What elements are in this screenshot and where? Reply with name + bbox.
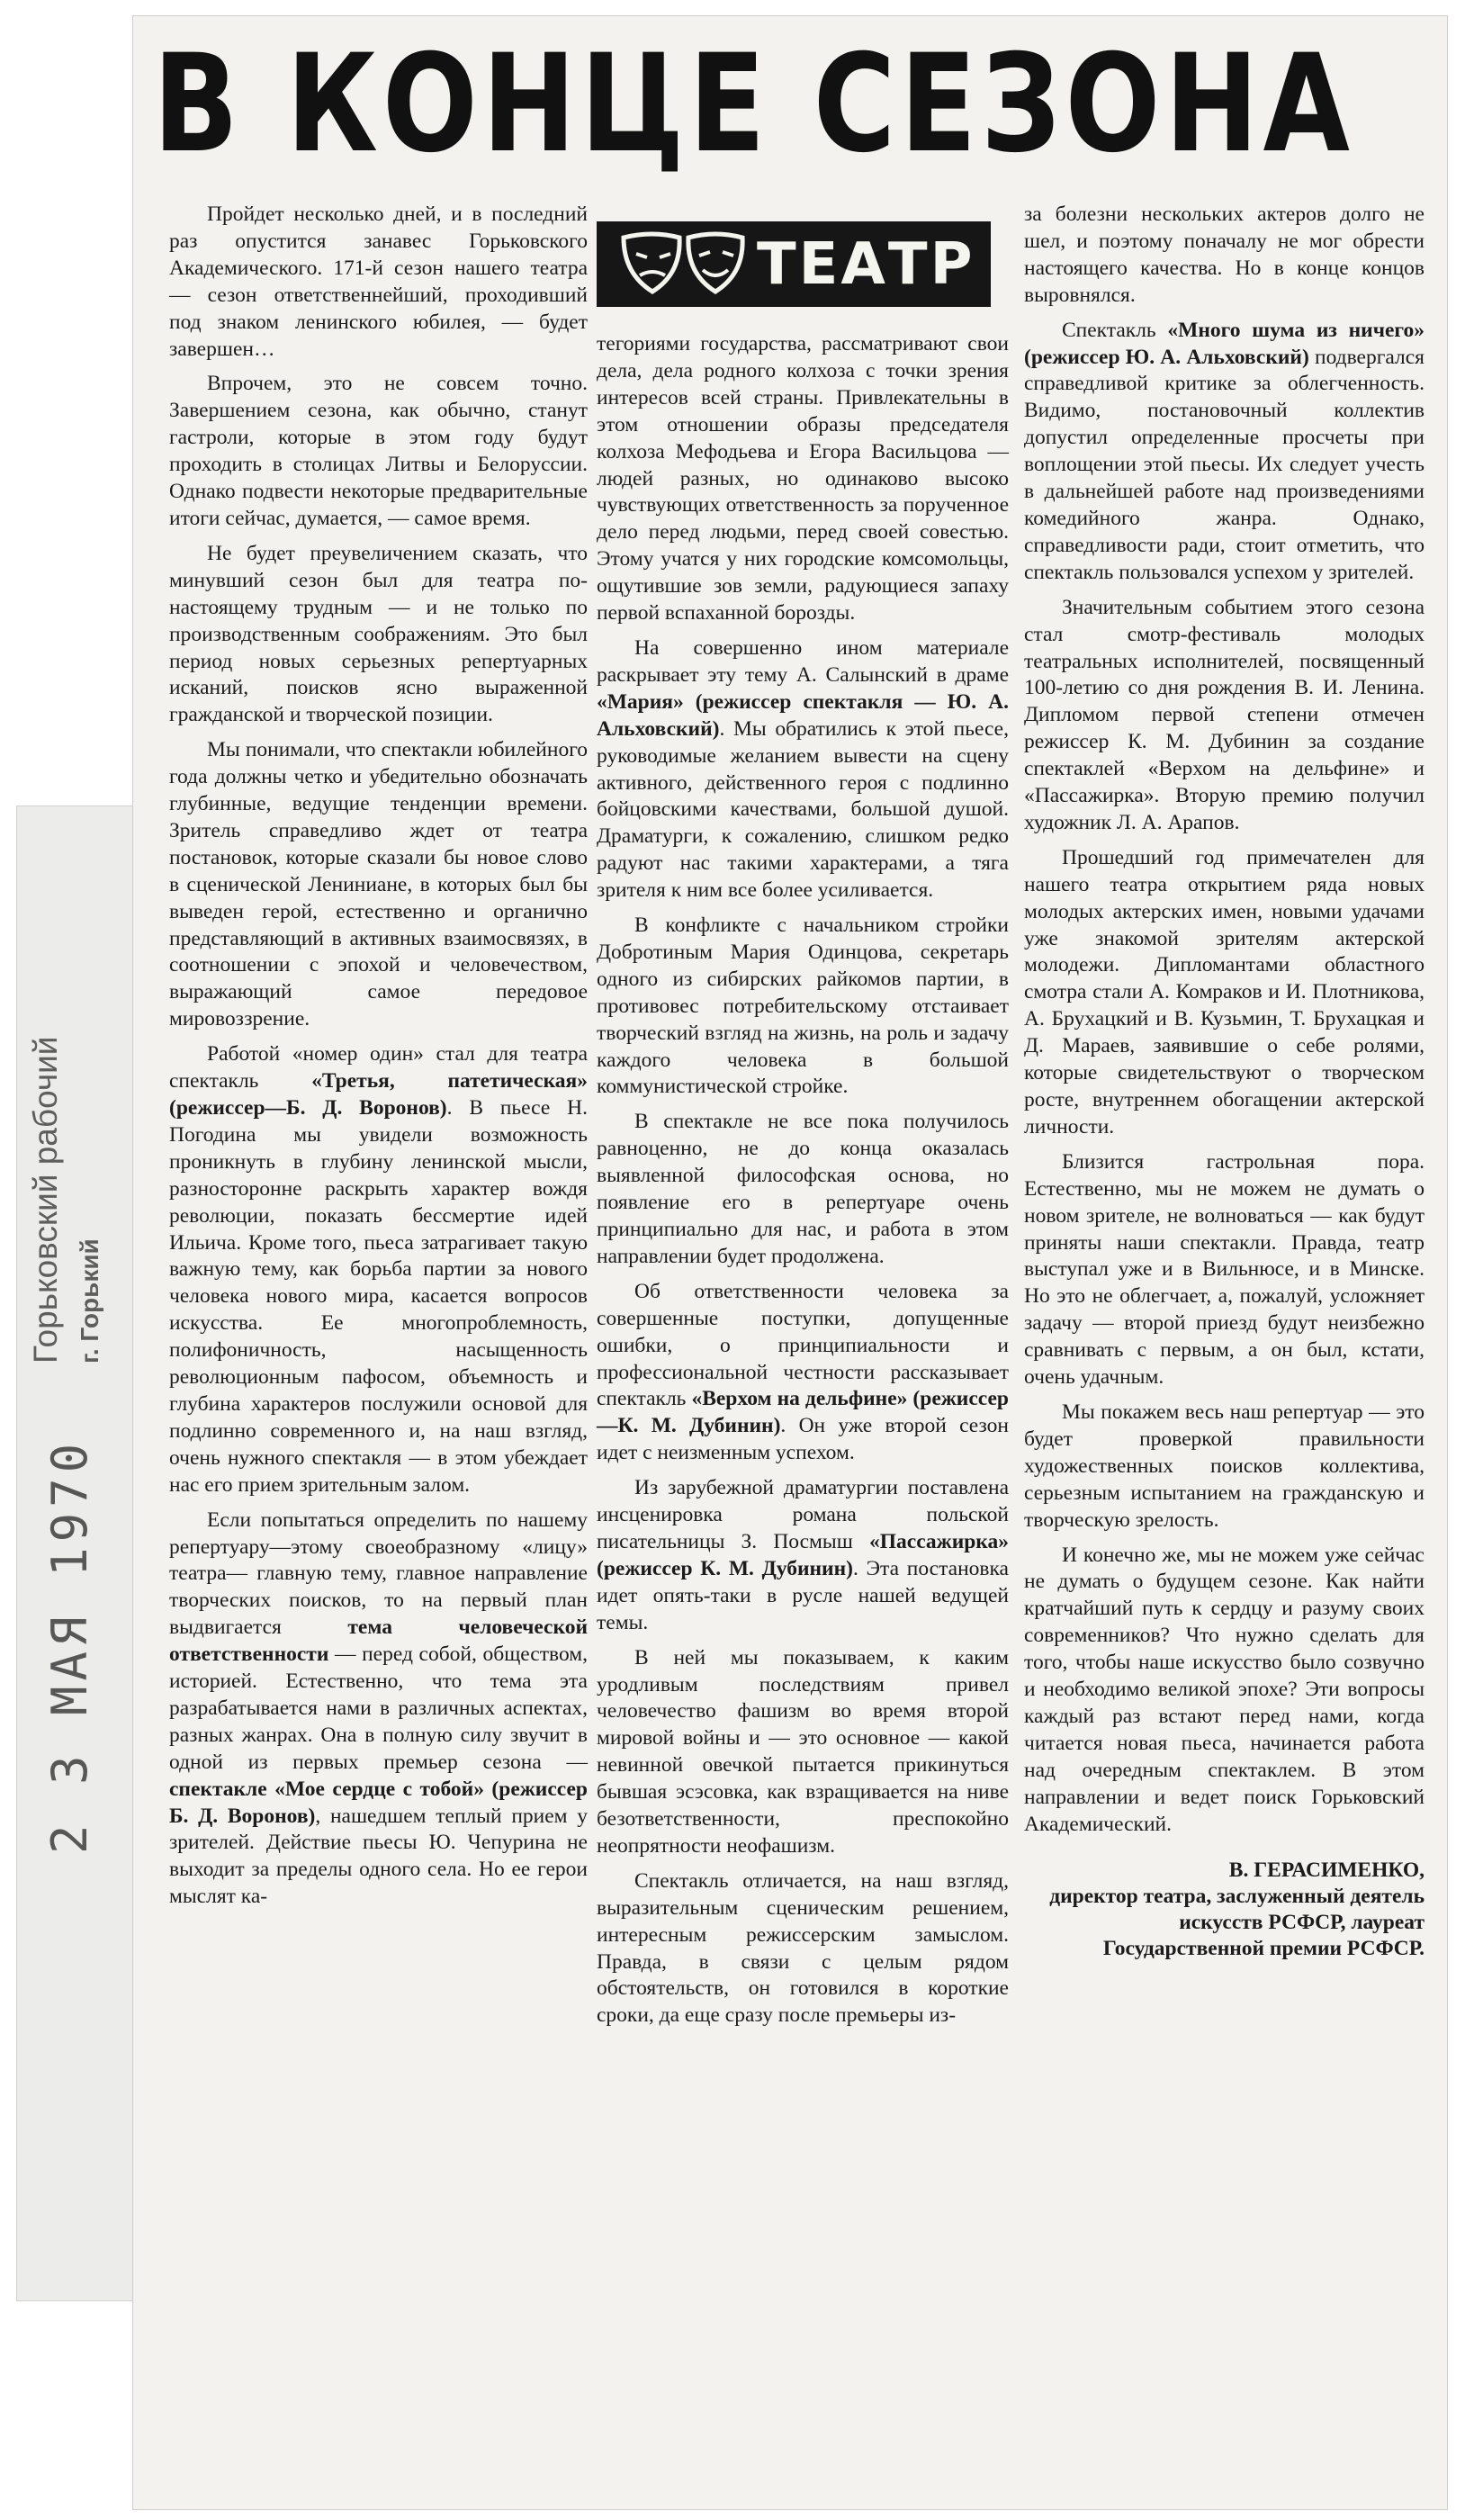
article-column-1 bbox=[169, 202, 588, 1919]
paragraph: Мы покажем весь наш репертуар — это будет проверкой правильности художественных поисков коллектива, серьезным испытанием на гражданскую и творческую зрелость. bbox=[1024, 1400, 1425, 1532]
paragraph: В конфликте с начальником стройки Добротиным Мария Одинцова, секретарь одного из сибирских райкомов партии, в противовес потребительскому отстаивает творческий взгляд на жизнь, на роль и задачу каждого человека в большой коммунистической стройке. bbox=[597, 914, 1009, 1099]
paragraph-text: На совершенно ином материале раскрывает эту тему А. Салынский в драме bbox=[597, 635, 1009, 687]
headline: В КОНЦЕ СЕЗОНА bbox=[153, 26, 1354, 183]
paragraph-text: . Он уже второй сезон идет с неизменным успехом. bbox=[597, 1414, 1009, 1465]
play-title: спектакле «Мое сердце с тобой» (режиссер Б. Д. Воронов) bbox=[169, 1777, 588, 1828]
paragraph-text: подвергался справедливой критике за облегченность. Видимо, постановочный коллектив допустил определенные просчеты при воплощении этой пьесы. Их следует учесть в дальнейшей работе над произведениями комедийного жанра. Однако, справедливости ради, стоит отметить, что спектакль пользовался успехом у зрителей. bbox=[1024, 345, 1425, 584]
paragraph bbox=[597, 635, 1009, 904]
paragraph: Прошедший год примечателен для нашего театра открытием ряда новых молодых актерских имен, новыми удачами уже знакомой зрителям актерской молодежи. Дипломантами областного смотра стали А. Комраков и И. Плотникова, А. Брухацкий и В. Кузьмин, Т. Брухацкая и Д. Мараев, заявившие о себе ролями, которые свидетельствуют о творческом росте, внутреннем обогащении актерской личности. bbox=[1024, 845, 1425, 1138]
paragraph: Близится гастрольная пора. Естественно, мы не можем не думать о новом зрителе, не волноваться — как будут приняты наши спектакли. Правда, театр выступал уже и в Вильнюсе, и в Минске. Но это не облегчает, а, пожалуй, усложняет задачу — второй приезд будут неизбежно сравнивать с первым, а он был, кстати, очень удачным. bbox=[1024, 1149, 1425, 1390]
date-stamp-text: 2 3 МАЯ 1970 bbox=[41, 1437, 98, 1854]
paragraph: тегориями государства, рассматривают свои дела, дела родного колхоза с точки зрения интересов всей страны. Привлекательны в этом отношении образы председателя колхоза Мефодьева и Егора Васильцова — людей разных, но одинаково высоко чувствующих ответственность за порученное дело перед людьми, перед своей совестью. Этому учатся у них городские комсомольцы, ощутившие зов земли, радующиеся запаху первой вспаханной борозды. bbox=[597, 332, 1009, 626]
paragraph-text: . Мы обратились к этой пьесе, руководимые желанием вывести на сцену активного, действенного героя с подлинно бойцовскими качествами, большой душой. Драматурги, к сожалению, слишком редко радуют нас такими характерами, а тяга зрителя к ним все более усиливается. bbox=[597, 716, 1009, 903]
paragraph-text: . Эта постановка идет опять-таки в русле нашей ведущей темы. bbox=[597, 1556, 1009, 1634]
theatre-masks-icon bbox=[616, 229, 751, 301]
paragraph-text: — перед собой, обществом, историей. Естественно, что тема эта разрабатывается нами в различных аспектах, разных жанрах. Она в полную силу звучит в одной из первых премьер сезона — bbox=[169, 1642, 588, 1774]
paragraph-text: Из зарубежной драматургии поставлена инсценировка романа польской писательницы З. Посмыш bbox=[597, 1476, 1009, 1553]
paragraph: В спектакле не все пока получилось равноценно, не до конца оказалась выявленной философская основа, но появление его в репертуаре очень принципиально для нас, и работа в этом направлении будет продолжена. bbox=[597, 1110, 1009, 1268]
paragraph bbox=[169, 1041, 588, 1498]
paragraph: Мы понимали, что спектакли юбилейного года должны четко и убедительно обозначать глубинные, ведущие тенденции времени. Зритель справедливо ждет от театра постановок, которые сказали бы новое слово в сценической Лениниане, в которых был бы выведен герой, естественно и органично представляющий в активных взаимосвязях, в соотношении с эпохой и человечеством, выражающий самое передовое мировоззрение. bbox=[169, 738, 588, 1031]
paragraph: Не будет преувеличением сказать, что минувший сезон был для театра по-настоящему трудным — и не только по производственным соображениям. Это был период новых серьезных репертуарных исканий, поисков ясно выраженной гражданской и творческой позиции. bbox=[169, 541, 588, 727]
city-name: г. Горький bbox=[76, 1238, 103, 1364]
paragraph-text: , нашедшем теплый прием у зрителей. Действие пьесы Ю. Чепурина не выходит за пределы одного села. Но ее герои мыслят ка- bbox=[169, 1804, 588, 1909]
author-title: директор театра, заслуженный деятель искусств РСФСР, лауреат Государственной премии РСФСР. bbox=[1049, 1885, 1425, 1961]
newspaper-stamp bbox=[27, 842, 126, 1364]
paragraph: за болезни нескольких актеров долго не шел, и поэтому поначалу не мог обрести настоящего качества. Но в конце концов выровнялся. bbox=[1024, 202, 1425, 307]
play-title: «Верхом на дельфине» (режиссер—К. М. Дубинин) bbox=[597, 1387, 1009, 1438]
play-title: «Пассажирка» (режиссер К. М. Дубинин) bbox=[597, 1529, 1009, 1580]
paragraph bbox=[597, 1279, 1009, 1467]
paragraph: Значительным событием этого сезона стал смотр-фестиваль молодых театральных исполнителей, посвященный 100-летию со дня рождения В. И. Ленина. Дипломом первой степени отмечен режиссер К. М. Дубинин за создание спектаклей «Верхом на дельфине» и «Пассажирка». Вторую премию получил художник Л. А. Арапов. bbox=[1024, 595, 1425, 834]
paragraph: И конечно же, мы не можем уже сейчас не думать о будущем сезоне. Как найти кратчайший путь к сердцу и разуму своих современников? Что нужно сделать для того, чтобы наше искусство было созвучно и необходимо великой эпохе? Эти вопросы каждый раз встают перед нами, когда читается новая пьеса, начинается работа над очередным спектаклем. В этом направлении и ведет поиск Горьковский Академический. bbox=[1024, 1543, 1425, 1836]
signature-block bbox=[1024, 1858, 1425, 1962]
paragraph-text: Спектакль bbox=[1062, 318, 1168, 342]
paragraph: Впрочем, это не совсем точно. Завершением сезона, как обычно, станут гастроли, которые в этом году будут проходить в столицах Литвы и Белоруссии. Однако подвести некоторые предварительные итоги сейчас, думается, — самое время. bbox=[169, 372, 588, 530]
author-name: В. ГЕРАСИМЕНКО, bbox=[1228, 1858, 1425, 1883]
play-title: «Много шума из ничего» (режиссер Ю. А. Альховский) bbox=[1024, 318, 1425, 369]
play-title: «Третья, патетическая» (режиссер—Б. Д. Воронов) bbox=[169, 1069, 588, 1120]
newspaper-name: Горьковский рабочий bbox=[27, 1036, 64, 1364]
paragraph bbox=[1024, 318, 1425, 587]
play-title: «Мария» (режиссер спектакля — Ю. А. Альховский) bbox=[597, 689, 1009, 741]
paragraph bbox=[597, 1475, 1009, 1636]
emphasis: тема человеческой ответственности bbox=[169, 1616, 588, 1667]
rubric-label: ТЕАТР bbox=[757, 230, 975, 298]
paragraph: Спектакль отличается, на наш взгляд, выразительным сценическим решением, интересным режиссерским замыслом. Правда, в связи с целым рядом обстоятельств, он готовился в короткие сроки, да еще сразу после премьеры из- bbox=[597, 1868, 1009, 2028]
paragraph-text: Если попытаться определить по нашему репертуару—этому своеобразному «лицу» театра— главную тему, главное направление творческих поисков, то на первый план выдвигается bbox=[169, 1508, 588, 1640]
paragraph: В ней мы показываем, к каким уродливым последствиям привел человечество фашизм во время второй мировой войны и — это основное — какой невинной овечкой пытается прикинуться бывшая эсэсовка, как взращивается на ниве безответственности, преспокойно неопрятности неофашизм. bbox=[597, 1645, 1009, 1858]
rubric-banner bbox=[597, 221, 991, 307]
paragraph bbox=[169, 1508, 588, 1912]
paragraph-text: . В пьесе Н. Погодина мы увидели возможность проникнуть в глубину ленинской мысли, разносторонне раскрыть характер вождя революции, показать бессмертие идей Ильича. Кроме того, пьеса затрагивает такую важную тему, как борьба партии за нового человека нового мира, касается вопросов искусства. Ее многопроблемность, полифоничность, насыщенность революционным пафосом, объемность и глубина характеров послужили основой для подлинно современного и, на наш взгляд, очень нужного спектакля — в этом убеждает нас его прием зрительным залом. bbox=[169, 1096, 588, 1497]
paragraph-text: Работой «номер один» стал для театра спектакль bbox=[169, 1042, 588, 1094]
paragraph-text: Об ответственности человека за совершенные поступки, допущенные ошибки, о принципиальности и профессиональной честности рассказывает спектакль bbox=[597, 1279, 1009, 1411]
newspaper-clipping bbox=[133, 16, 1447, 2509]
paragraph: Пройдет несколько дней, и в последний раз опустится занавес Горьковского Академического. 171-й сезон нашего театра — сезон ответственнейший, проходивший под знаком ленинского юбилея, — будет завершен… bbox=[169, 202, 588, 361]
article-column-2 bbox=[597, 331, 1009, 2038]
article-column-3 bbox=[1024, 202, 1425, 1962]
